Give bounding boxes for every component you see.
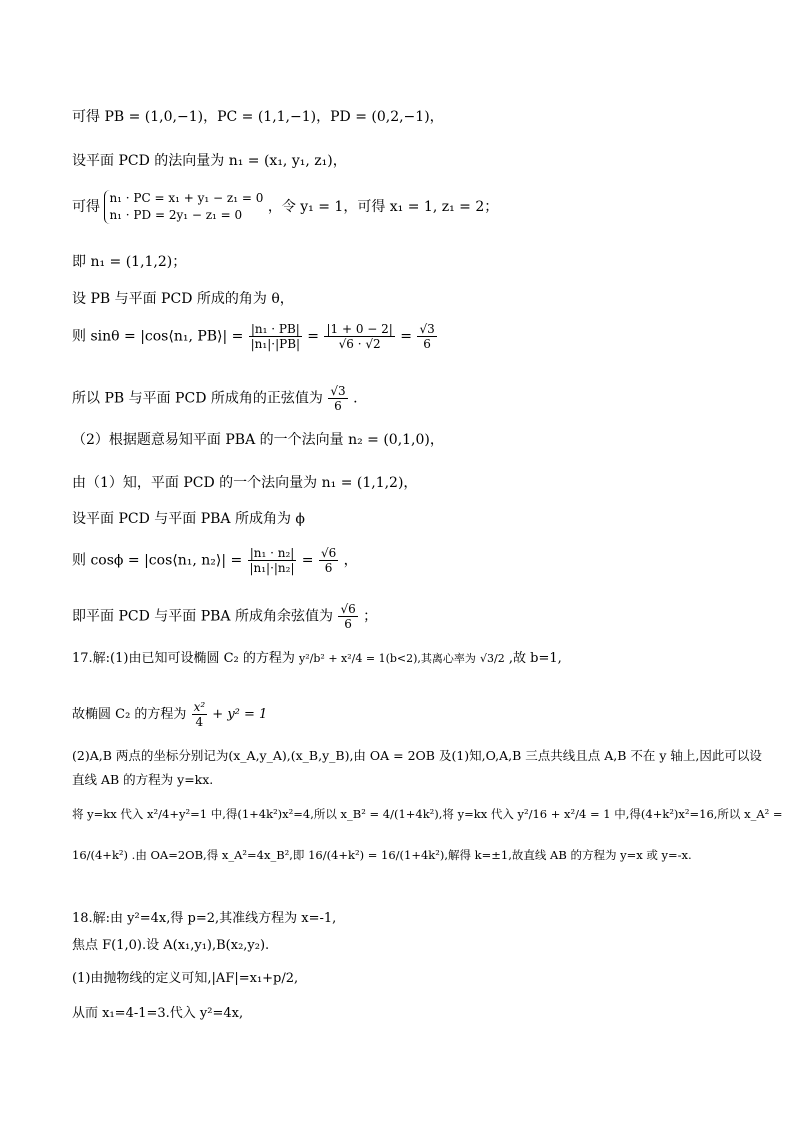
fraction-denominator: 6 [334,399,342,413]
cosine-lhs: 则 cosϕ = |cos⟨n₁, n₂⟩| = [72,552,243,569]
sine-formula-line [72,322,438,351]
fraction-numerator: √3 [330,384,346,398]
fraction-denominator: 6 [344,617,352,631]
cosine-conclusion [72,602,377,631]
system-eq-2: n₁ · PD = 2y₁ − z₁ = 0 [109,208,243,222]
period: . [353,390,358,407]
fraction-denominator: |n₁|·|n₂| [249,561,295,575]
cosine-fraction-1 [248,546,297,575]
ellipse-equation: y²/b² + x²/4 = 1(b<2),其离心率为 [299,652,476,665]
cosine-value-fraction [338,602,357,631]
sine-fraction-1 [249,322,302,351]
equals-sign: = [307,328,320,345]
fraction-denominator: |n₁|·|PB| [250,337,301,351]
solution-line: 16/(4+k²) .由 OA=2OB,得 x_A²=4x_B²,即 16/(4+k²) = 16/(1+4k²),解得 k=±1,故直线 AB 的方程为 y=x 或 y=-x. [72,848,692,862]
fraction-numerator: √6 [340,602,356,616]
eccentricity-value: √3/2 [480,652,505,665]
sine-conclusion-text: 所以 PB 与平面 PCD 所成角的正弦值为 [72,390,323,407]
part2-recall: 由（1）知，平面 PCD 的一个法向量为 n₁ = (1,1,2)， [72,475,418,491]
equals-sign: = [400,328,413,345]
substitution-line: 将 y=kx 代入 x²/4+y²=1 中,得(1+4k²)x²=4,所以 x_B² = 4/(1+4k²),将 y=kx 代入 y²/16 + x²/4 = 1 中,得(4+k²)x²=16,所以 x_A² = [72,807,783,821]
part2-normal-vector: （2）根据题意易知平面 PBA 的一个法向量 n₂ = (0,1,0)， [72,432,444,448]
equals-sign: = [301,552,314,569]
x-squared-fraction [192,700,208,729]
normal-vector-setup: 设平面 PCD 的法向量为 n₁ = (x₁, y₁, z₁)， [72,153,347,169]
fraction-numerator: √6 [320,546,337,560]
fraction-numerator: |1 + 0 − 2| [326,322,393,336]
problem-18-heading: 18.解:由 y²=4x,得 p=2,其准线方程为 x=-1, [72,911,337,926]
problem-17-text: 17.解:(1)由已知可设椭圆 C₂ 的方程为 [72,651,295,666]
b-value: ,故 b=1, [508,651,562,666]
fraction-denominator: 4 [195,715,204,729]
cosine-fraction-2 [319,546,338,575]
normal-vector-result: 即 n₁ = (1,1,2)； [72,254,187,270]
fraction-denominator: 6 [423,337,431,351]
parabola-definition: (1)由抛物线的定义可知,|AF|=x₁+p/2, [72,971,299,986]
sine-conclusion [72,384,358,413]
ellipse-result-text: 故椭圆 C₂ 的方程为 [72,707,187,722]
fraction-denominator: 6 [324,561,333,575]
fraction-numerator: x² [193,700,206,714]
system-suffix: ，令 y₁ = 1，可得 x₁ = 1, z₁ = 2； [267,199,499,215]
sine-fraction-3 [417,322,436,351]
cosine-conclusion-text: 即平面 PCD 与平面 PBA 所成角余弦值为 [72,608,333,625]
substitution-final: 从而 x₁=4-1=3.代入 y²=4x, [72,1006,244,1021]
angle-setup: 设 PB 与平面 PCD 所成的角为 θ， [72,291,294,307]
fraction-numerator: √3 [419,322,435,336]
system-eq-1: n₁ · PC = x₁ + y₁ − z₁ = 0 [109,191,264,205]
sine-fraction-2 [324,322,394,351]
fraction-numerator: |n₁ · PB| [250,322,300,336]
part2-17-line-1: (2)A,B 两点的坐标分别记为(x_A,y_A),(x_B,y_B),由 OA = 2OB 及(1)知,O,A,B 三点共线且点 A,B 不在 y 轴上,因此可以设 [72,748,762,763]
vectors-line: 可得 PB = (1,0,−1)，PC = (1,1,−1)，PD = (0,2,−1)， [72,109,444,125]
sine-lhs: 则 sinθ = |cos⟨n₁, PB⟩| = [72,328,244,345]
fraction-numerator: |n₁ · n₂| [249,546,295,560]
comma: ， [343,552,358,569]
equation-system [104,190,263,224]
dihedral-angle-setup: 设平面 PCD 与平面 PBA 所成角为 ϕ [72,511,305,527]
part2-17-line-2: 直线 AB 的方程为 y=kx. [72,772,214,787]
sine-value-fraction [328,384,347,413]
ellipse-result [72,700,267,729]
system-prefix: 可得 [72,199,100,215]
equation-system-line [72,190,498,224]
fraction-denominator: √6 · √2 [338,337,381,351]
semicolon: ； [363,608,378,625]
cosine-formula-line [72,546,358,575]
problem-17-heading [72,650,562,668]
focus-line: 焦点 F(1,0).设 A(x₁,y₁),B(x₂,y₂). [72,938,270,953]
ellipse-equation-tail: + y² = 1 [212,707,268,722]
